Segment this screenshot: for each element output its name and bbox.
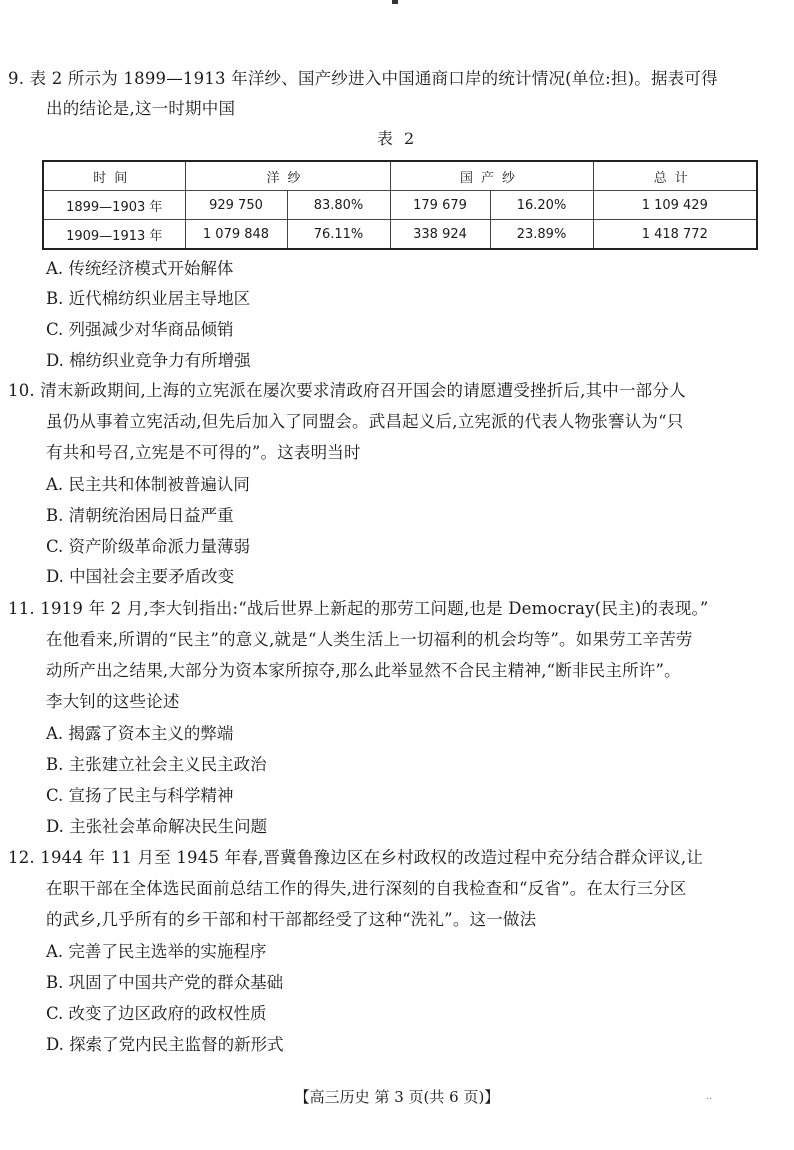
page-top-mark — [392, 0, 398, 4]
table-caption: 表 2 — [376, 129, 418, 148]
question-12-option-c: C. 改变了边区政府的政权性质 — [46, 1004, 267, 1023]
question-10-stem-line-2: 虽仍从事着立宪活动,但先后加入了同盟会。武昌起义后,立宪派的代表人物张謇认为“只 — [46, 412, 684, 431]
table-cell: 83.80% — [287, 191, 390, 220]
header-domestic-yarn: 国产纱 — [390, 161, 593, 191]
table-cell: 1 079 848 — [185, 220, 287, 250]
question-12-stem-line-3: 的武乡,几乎所有的乡干部和村干部都经受了这种“洗礼”。这一做法 — [46, 910, 537, 929]
question-12-stem-line-2: 在职干部在全体选民面前总结工作的得失,进行深刻的自我检查和“反省”。在太行三分区 — [46, 879, 687, 898]
table-row — [43, 191, 757, 220]
question-11-stem-line-3: 动所产出之结果,大部分为资本家所掠夺,那么此举显然不合民主精神,“断非民主所许”。 — [46, 661, 681, 680]
table-cell: 1 418 772 — [593, 220, 757, 250]
question-11-stem-line-1: 11. 1919 年 2 月,李大钊指出:“战后世界上新起的那劳工问题,也是 Democray(民主)的表现。” — [8, 599, 709, 618]
question-11-stem-line-2: 在他看来,所谓的“民主”的意义,就是“人类生活上一切福利的机会均等”。如果劳工辛苦劳 — [46, 630, 693, 649]
question-9-stem-line-2: 出的结论是,这一时期中国 — [46, 99, 236, 118]
question-10-stem-line-3: 有共和号召,立宪是不可得的”。这表明当时 — [46, 443, 361, 462]
yarn-statistics-table — [42, 160, 758, 250]
question-11-option-d: D. 主张社会革命解决民生问题 — [46, 817, 268, 836]
header-foreign-yarn: 洋纱 — [185, 161, 390, 191]
table-row — [43, 220, 757, 250]
question-12-stem-line-1: 12. 1944 年 11 月至 1945 年春,晋冀鲁豫边区在乡村政权的改造过程中充分结合群众评议,让 — [8, 848, 704, 867]
table-cell: 1899—1903 年 — [43, 191, 185, 220]
question-9-option-d: D. 棉纺织业竞争力有所增强 — [46, 351, 251, 370]
question-9-stem-line-1: 9. 表 2 所示为 1899—1913 年洋纱、国产纱进入中国通商口岸的统计情况(单位:担)。据表可得 — [8, 69, 718, 88]
table-cell: 16.20% — [490, 191, 593, 220]
question-9-option-a: A. 传统经济模式开始解体 — [46, 259, 234, 278]
question-9-option-c: C. 列强减少对华商品倾销 — [46, 320, 234, 339]
table-cell: 76.11% — [287, 220, 390, 250]
question-10-option-c: C. 资产阶级革命派力量薄弱 — [46, 537, 251, 556]
question-9-option-b: B. 近代棉纺织业居主导地区 — [46, 289, 251, 308]
question-11-stem-line-4: 李大钊的这些论述 — [46, 692, 180, 711]
question-12-option-d: D. 探索了党内民主监督的新形式 — [46, 1035, 284, 1054]
table-header-row — [43, 161, 757, 191]
question-12-option-b: B. 巩固了中国共产党的群众基础 — [46, 973, 284, 992]
table-cell: 338 924 — [390, 220, 490, 250]
header-time: 时间 — [43, 161, 185, 191]
header-total: 总计 — [593, 161, 757, 191]
table-cell: 1 109 429 — [593, 191, 757, 220]
question-11-option-c: C. 宣扬了民主与科学精神 — [46, 786, 234, 805]
table-cell: 23.89% — [490, 220, 593, 250]
question-10-option-a: A. 民主共和体制被普遍认同 — [46, 475, 250, 494]
table-cell: 929 750 — [185, 191, 287, 220]
question-10-option-b: B. 清朝统治困局日益严重 — [46, 506, 234, 525]
table-cell: 179 679 — [390, 191, 490, 220]
question-12-option-a: A. 完善了民主选举的实施程序 — [46, 942, 267, 961]
question-10-option-d: D. 中国社会主要矛盾改变 — [46, 567, 235, 586]
question-10-stem-line-1: 10. 清末新政期间,上海的立宪派在屡次要求清政府召开国会的请愿遭受挫折后,其中一部分人 — [8, 381, 686, 400]
question-11-option-a: A. 揭露了资本主义的弊端 — [46, 724, 234, 743]
page-footer: 【高三历史 第 3 页(共 6 页)】 — [294, 1088, 500, 1106]
question-11-option-b: B. 主张建立社会主义民主政治 — [46, 755, 267, 774]
table-cell: 1909—1913 年 — [43, 220, 185, 250]
corner-mark: ·· — [706, 1094, 713, 1105]
